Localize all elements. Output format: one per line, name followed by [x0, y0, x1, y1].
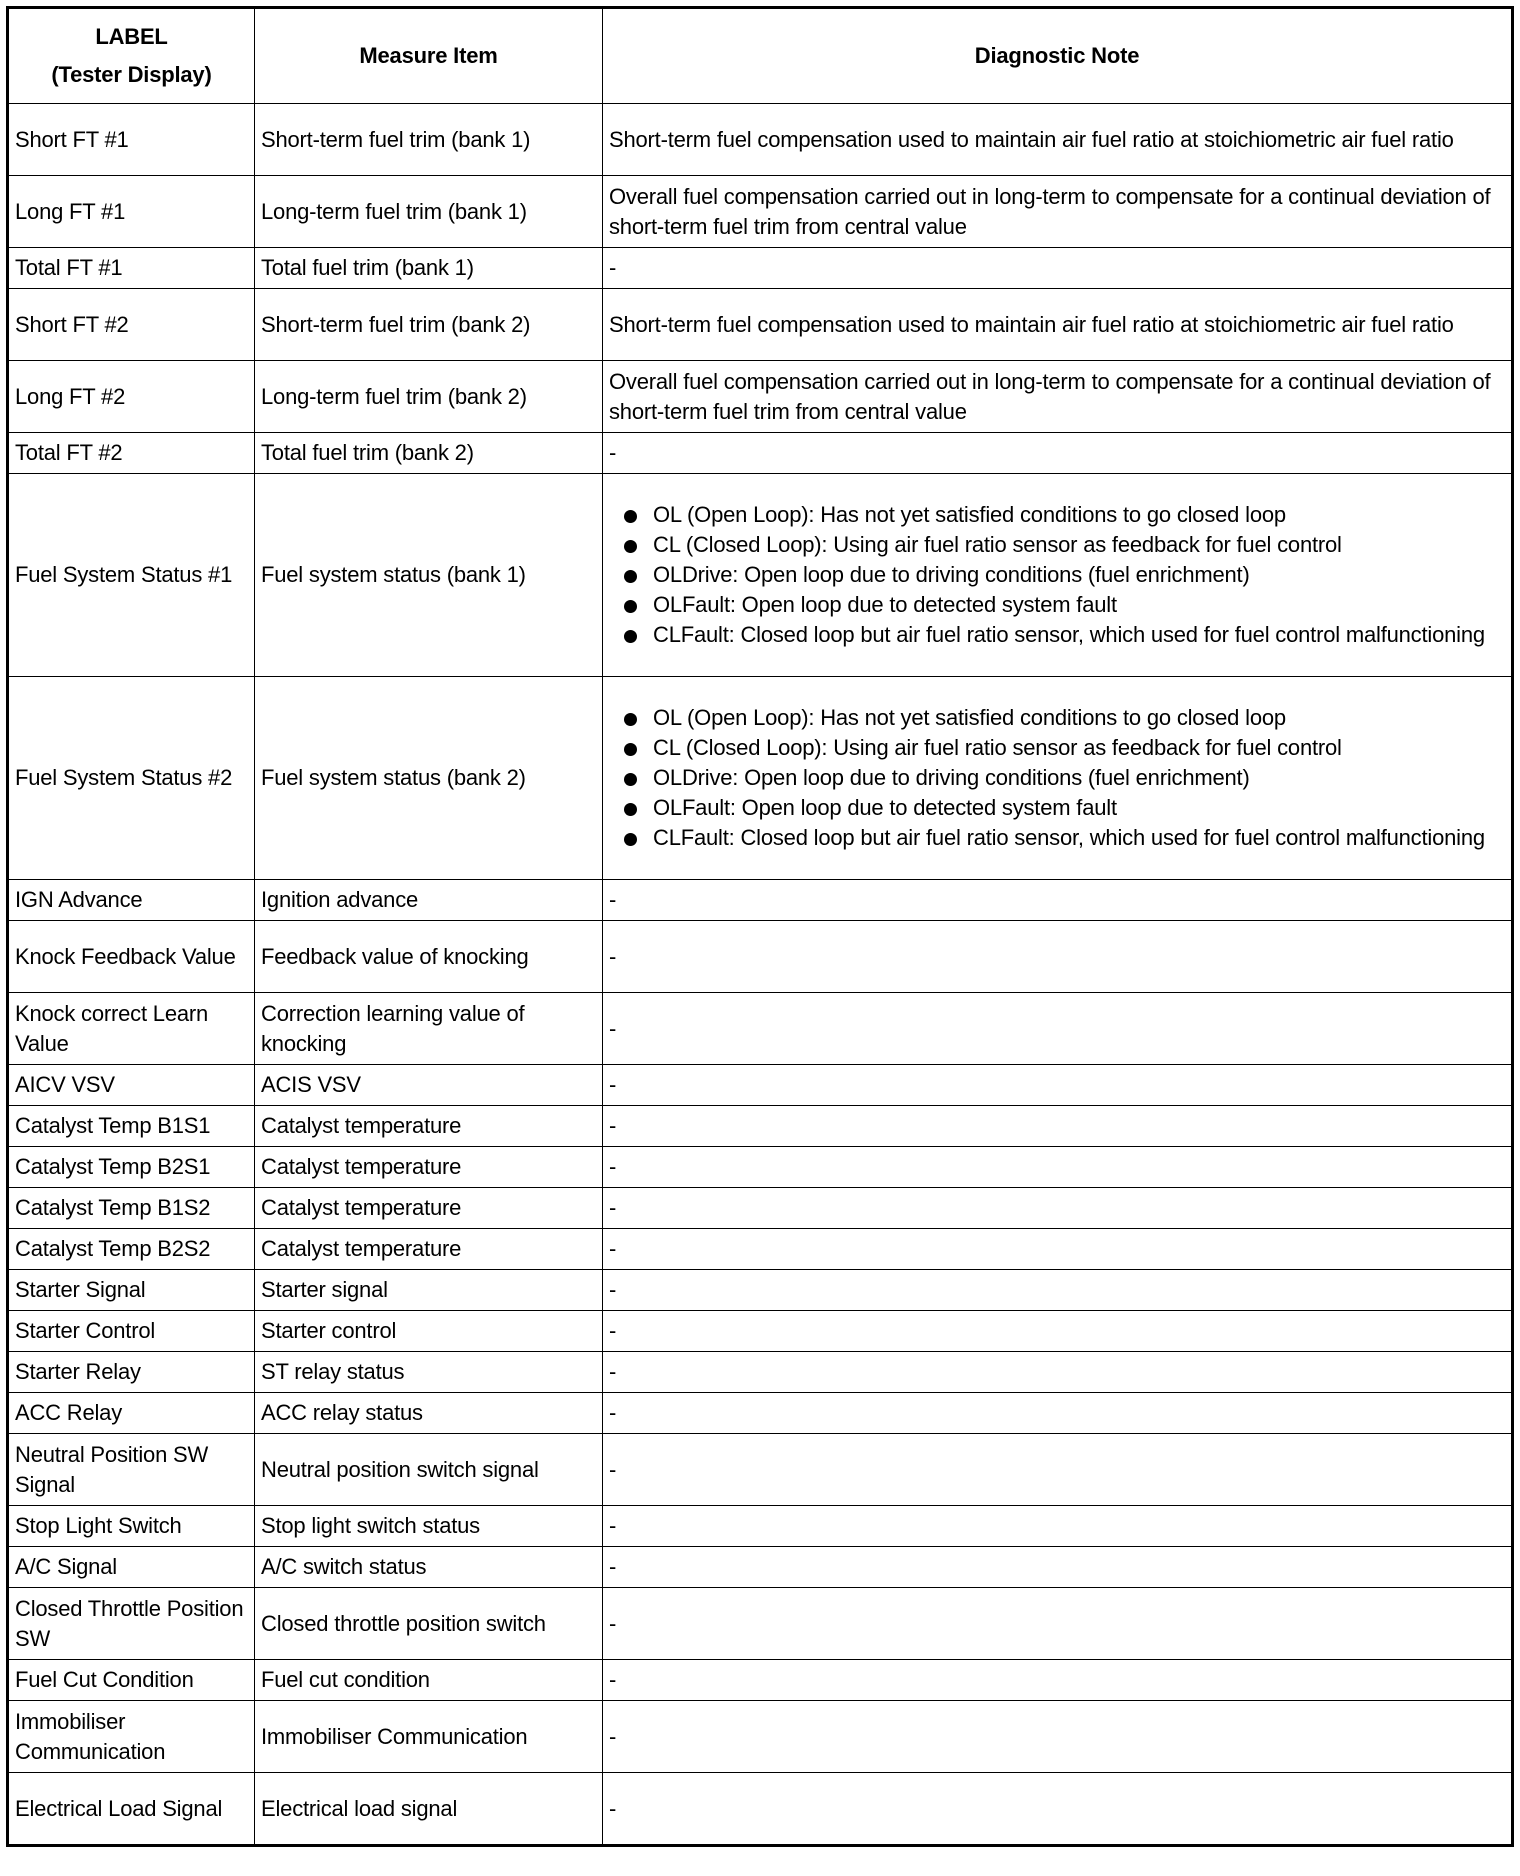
table-row: [8, 1701, 1513, 1773]
bullet-icon: [624, 630, 637, 643]
list-item-text: OLDrive: Open loop due to driving conditions (fuel enrichment): [653, 562, 1250, 587]
diagnostic-note-cell: -: [603, 1547, 1513, 1588]
bullet-icon: [624, 540, 637, 553]
diagnostic-note-cell: -: [603, 1701, 1513, 1773]
measure-item-cell: ACIS VSV: [255, 1065, 603, 1106]
bullet-icon: [624, 743, 637, 756]
table-row: [8, 248, 1513, 289]
bullet-icon: [624, 600, 637, 613]
label-cell: Neutral Position SW Signal: [8, 1434, 255, 1506]
list-item: [653, 703, 1505, 733]
header-measure-item: Measure Item: [255, 8, 603, 104]
table-row: [8, 1773, 1513, 1846]
table-row: [8, 993, 1513, 1065]
label-cell: Fuel Cut Condition: [8, 1660, 255, 1701]
label-cell: Catalyst Temp B1S2: [8, 1188, 255, 1229]
measure-item-cell: Feedback value of knocking: [255, 921, 603, 993]
list-item: [653, 560, 1505, 590]
list-item: [653, 763, 1505, 793]
label-cell: Stop Light Switch: [8, 1506, 255, 1547]
table-row: [8, 921, 1513, 993]
diagnostic-note-cell: -: [603, 1588, 1513, 1660]
status-list: [609, 703, 1505, 853]
diagnostic-note-cell: -: [603, 1229, 1513, 1270]
list-item: [653, 620, 1505, 650]
list-item: [653, 500, 1505, 530]
diagnostic-note-cell: [603, 677, 1513, 880]
measure-item-cell: Long-term fuel trim (bank 1): [255, 176, 603, 248]
status-list: [609, 500, 1505, 650]
measure-item-cell: Short-term fuel trim (bank 1): [255, 104, 603, 176]
diagnostic-note-cell: -: [603, 1188, 1513, 1229]
measure-item-cell: Fuel system status (bank 2): [255, 677, 603, 880]
diagnostic-note-cell: -: [603, 921, 1513, 993]
diagnostic-note-cell: -: [603, 433, 1513, 474]
table-row: [8, 1188, 1513, 1229]
bullet-icon: [624, 803, 637, 816]
label-cell: Fuel System Status #2: [8, 677, 255, 880]
diagnostic-note-cell: -: [603, 1270, 1513, 1311]
table-row: [8, 1660, 1513, 1701]
table-row: [8, 1547, 1513, 1588]
measure-item-cell: Catalyst temperature: [255, 1229, 603, 1270]
diagnostic-note-cell: -: [603, 1106, 1513, 1147]
measure-item-cell: Total fuel trim (bank 2): [255, 433, 603, 474]
bullet-icon: [624, 570, 637, 583]
diagnostic-note-cell: -: [603, 248, 1513, 289]
table-row: [8, 1506, 1513, 1547]
table-row: [8, 1229, 1513, 1270]
measure-item-cell: Fuel cut condition: [255, 1660, 603, 1701]
measure-item-cell: Electrical load signal: [255, 1773, 603, 1846]
list-item: [653, 733, 1505, 763]
measure-item-cell: Starter signal: [255, 1270, 603, 1311]
table-row: [8, 176, 1513, 248]
table-row: [8, 880, 1513, 921]
label-cell: Closed Throttle Position SW: [8, 1588, 255, 1660]
label-cell: Catalyst Temp B2S2: [8, 1229, 255, 1270]
label-cell: Long FT #1: [8, 176, 255, 248]
label-cell: Total FT #1: [8, 248, 255, 289]
measure-item-cell: Catalyst temperature: [255, 1106, 603, 1147]
bullet-icon: [624, 510, 637, 523]
table-row: [8, 361, 1513, 433]
label-cell: ACC Relay: [8, 1393, 255, 1434]
header-row: [8, 8, 1513, 104]
label-cell: IGN Advance: [8, 880, 255, 921]
list-item: [653, 793, 1505, 823]
diagnostic-note-cell: -: [603, 1434, 1513, 1506]
list-item-text: CLFault: Closed loop but air fuel ratio sensor, which used for fuel control malfunctioning: [653, 825, 1485, 850]
diagnostic-note-cell: -: [603, 1506, 1513, 1547]
measure-item-cell: ACC relay status: [255, 1393, 603, 1434]
label-cell: Short FT #2: [8, 289, 255, 361]
diagnostic-note-cell: -: [603, 1311, 1513, 1352]
measure-item-cell: Stop light switch status: [255, 1506, 603, 1547]
label-cell: Long FT #2: [8, 361, 255, 433]
measure-item-cell: Catalyst temperature: [255, 1147, 603, 1188]
header-label: LABEL (Tester Display): [8, 8, 255, 104]
header-diagnostic-note: Diagnostic Note: [603, 8, 1513, 104]
table-row: [8, 1588, 1513, 1660]
measure-item-cell: Ignition advance: [255, 880, 603, 921]
list-item: [653, 823, 1505, 853]
table-row: [8, 104, 1513, 176]
table-row: [8, 1393, 1513, 1434]
label-cell: A/C Signal: [8, 1547, 255, 1588]
label-cell: Immobiliser Communication: [8, 1701, 255, 1773]
diagnostic-note-cell: -: [603, 1393, 1513, 1434]
measure-item-cell: Closed throttle position switch: [255, 1588, 603, 1660]
table-row: [8, 677, 1513, 880]
measure-item-cell: Starter control: [255, 1311, 603, 1352]
table-row: [8, 433, 1513, 474]
label-cell: Catalyst Temp B1S1: [8, 1106, 255, 1147]
bullet-icon: [624, 713, 637, 726]
diagnostic-note-cell: -: [603, 1352, 1513, 1393]
diagnostic-note-cell: Short-term fuel compensation used to maintain air fuel ratio at stoichiometric air fuel ratio: [603, 104, 1513, 176]
label-cell: Total FT #2: [8, 433, 255, 474]
table-row: [8, 289, 1513, 361]
label-cell: Catalyst Temp B2S1: [8, 1147, 255, 1188]
table-row: [8, 1434, 1513, 1506]
diagnostic-data-table: [6, 6, 1514, 1847]
measure-item-cell: Long-term fuel trim (bank 2): [255, 361, 603, 433]
list-item-text: OLFault: Open loop due to detected system fault: [653, 795, 1117, 820]
diagnostic-note-cell: Short-term fuel compensation used to maintain air fuel ratio at stoichiometric air fuel ratio: [603, 289, 1513, 361]
diagnostic-note-cell: Overall fuel compensation carried out in long-term to compensate for a continual deviation of short-term fuel trim from central value: [603, 176, 1513, 248]
measure-item-cell: Total fuel trim (bank 1): [255, 248, 603, 289]
table-row: [8, 1106, 1513, 1147]
list-item-text: CL (Closed Loop): Using air fuel ratio sensor as feedback for fuel control: [653, 532, 1342, 557]
measure-item-cell: ST relay status: [255, 1352, 603, 1393]
bullet-icon: [624, 833, 637, 846]
measure-item-cell: Neutral position switch signal: [255, 1434, 603, 1506]
measure-item-cell: Fuel system status (bank 1): [255, 474, 603, 677]
label-cell: Knock Feedback Value: [8, 921, 255, 993]
measure-item-cell: Catalyst temperature: [255, 1188, 603, 1229]
table-row: [8, 474, 1513, 677]
list-item-text: OL (Open Loop): Has not yet satisfied conditions to go closed loop: [653, 705, 1286, 730]
table-row: [8, 1352, 1513, 1393]
label-cell: Starter Control: [8, 1311, 255, 1352]
list-item: [653, 530, 1505, 560]
label-cell: Fuel System Status #1: [8, 474, 255, 677]
table-row: [8, 1147, 1513, 1188]
diagnostic-note-cell: -: [603, 880, 1513, 921]
list-item: [653, 590, 1505, 620]
table-row: [8, 1311, 1513, 1352]
label-cell: Electrical Load Signal: [8, 1773, 255, 1846]
measure-item-cell: Correction learning value of knocking: [255, 993, 603, 1065]
list-item-text: OLFault: Open loop due to detected system fault: [653, 592, 1117, 617]
list-item-text: OL (Open Loop): Has not yet satisfied conditions to go closed loop: [653, 502, 1286, 527]
diagnostic-note-cell: -: [603, 1065, 1513, 1106]
measure-item-cell: Short-term fuel trim (bank 2): [255, 289, 603, 361]
table-row: [8, 1065, 1513, 1106]
label-cell: Starter Signal: [8, 1270, 255, 1311]
label-cell: Starter Relay: [8, 1352, 255, 1393]
measure-item-cell: Immobiliser Communication: [255, 1701, 603, 1773]
diagnostic-note-cell: Overall fuel compensation carried out in long-term to compensate for a continual deviation of short-term fuel trim from central value: [603, 361, 1513, 433]
list-item-text: CL (Closed Loop): Using air fuel ratio sensor as feedback for fuel control: [653, 735, 1342, 760]
diagnostic-note-cell: -: [603, 1773, 1513, 1846]
label-cell: AICV VSV: [8, 1065, 255, 1106]
list-item-text: CLFault: Closed loop but air fuel ratio sensor, which used for fuel control malfunctioning: [653, 622, 1485, 647]
diagnostic-note-cell: [603, 474, 1513, 677]
diagnostic-note-cell: -: [603, 993, 1513, 1065]
table-row: [8, 1270, 1513, 1311]
diagnostic-note-cell: -: [603, 1660, 1513, 1701]
list-item-text: OLDrive: Open loop due to driving conditions (fuel enrichment): [653, 765, 1250, 790]
bullet-icon: [624, 773, 637, 786]
label-cell: Knock correct Learn Value: [8, 993, 255, 1065]
measure-item-cell: A/C switch status: [255, 1547, 603, 1588]
label-cell: Short FT #1: [8, 104, 255, 176]
diagnostic-note-cell: -: [603, 1147, 1513, 1188]
